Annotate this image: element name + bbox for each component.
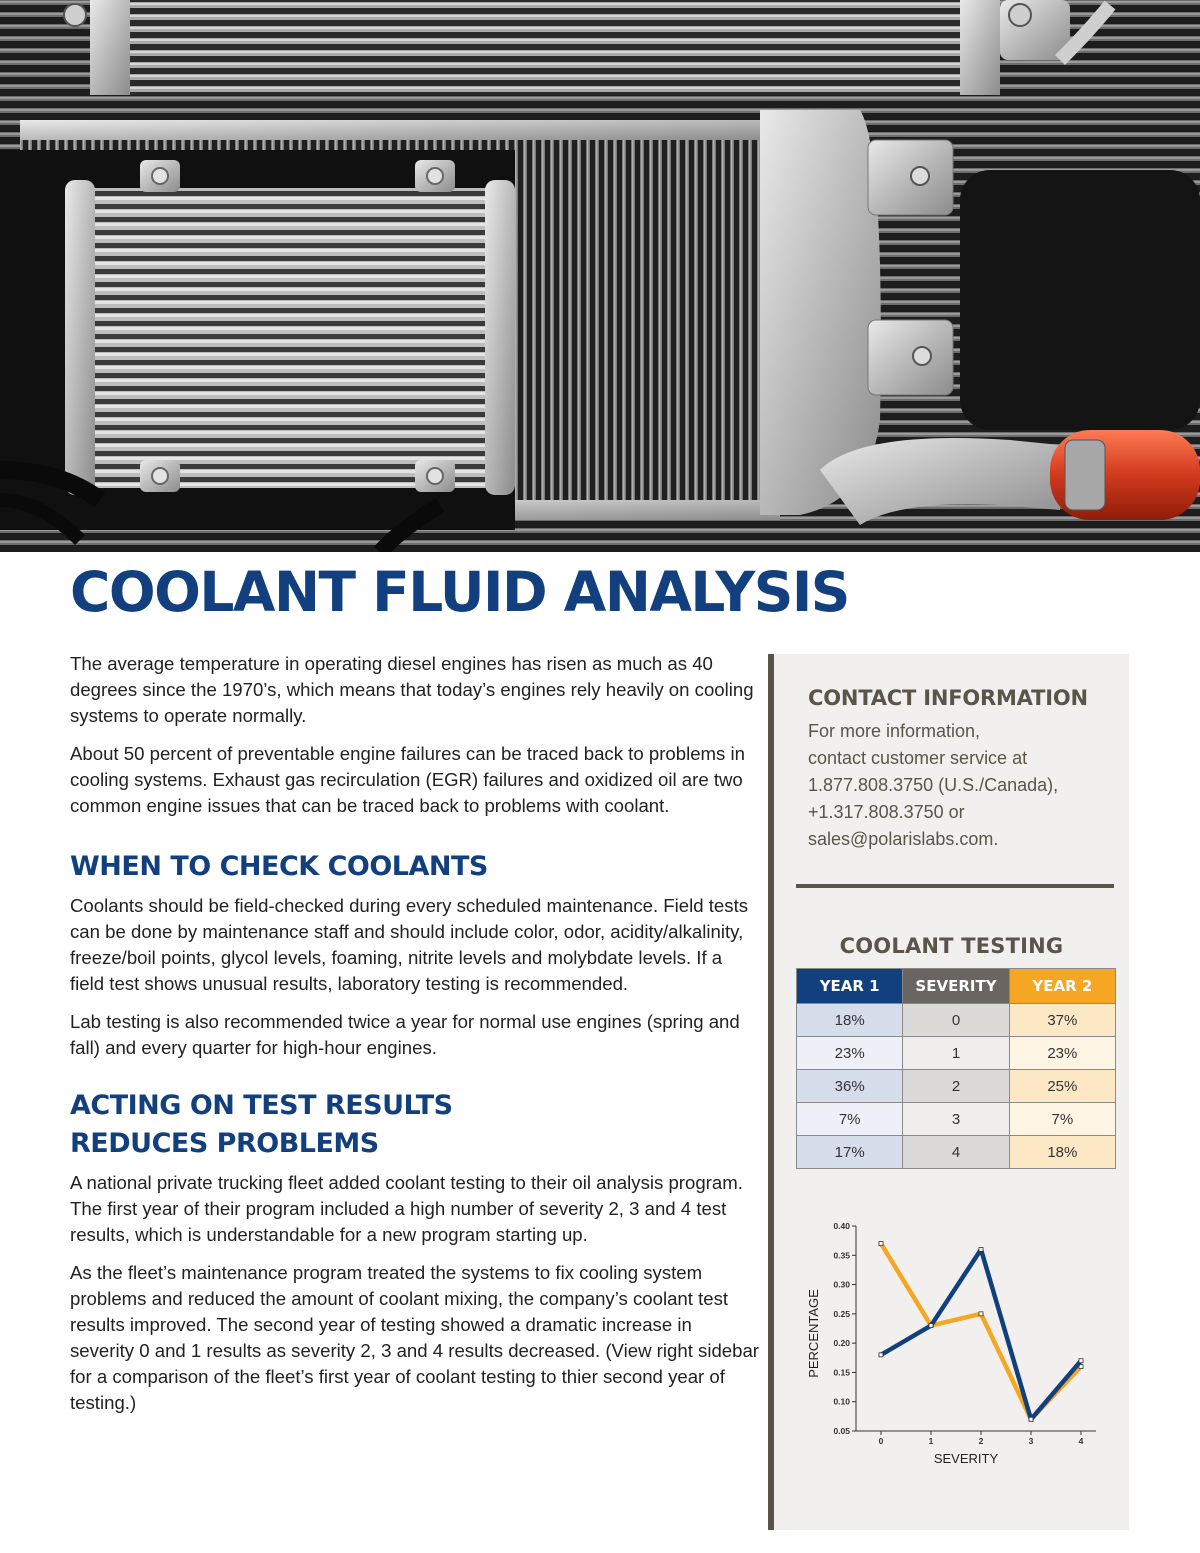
section2-heading-line-2: REDUCES PROBLEMS bbox=[70, 1128, 379, 1159]
table-row bbox=[797, 1037, 1116, 1070]
x-axis-label: SEVERITY bbox=[933, 1451, 999, 1464]
y-tick-label: 0.20 bbox=[833, 1338, 850, 1349]
table-cell-severity: 1 bbox=[903, 1037, 1009, 1070]
data-point bbox=[929, 1324, 933, 1328]
section2-paragraph-2: As the fleet’s maintenance program treated the systems to fix cooling system problems and reduced the amount of coolant mixing, the company’s coolant test results improved. The second year of testing showed a dramatic increase in severity 0 and 1 results as severity 2, 3 and 4 results decreased. (View right sidebar for a comparison of the fleet’s first year of coolant testing to thier second year of testing.) bbox=[70, 1262, 760, 1413]
section1-paragraph-1: Coolants should be field-checked during every scheduled maintenance. Field tests can be done by maintenance staff and should include color, odor, acidity/alkalinity, freeze/boil points, glycol levels, foaming, nitrite levels and molybdate levels. If a field test shows unusual results, laboratory testing is recommended. bbox=[70, 895, 749, 994]
table-row bbox=[797, 1103, 1116, 1136]
chart-svg bbox=[794, 1214, 1114, 1464]
article-body bbox=[70, 651, 760, 1428]
column-header-year-1: YEAR 1 bbox=[797, 969, 903, 1004]
section-heading-when-to-check: WHEN TO CHECK COOLANTS bbox=[70, 851, 488, 882]
column-header-year-2: YEAR 2 bbox=[1009, 969, 1115, 1004]
y-tick-label: 0.30 bbox=[833, 1279, 850, 1290]
x-tick-label: 1 bbox=[928, 1436, 934, 1446]
table-cell-year-2: 18% bbox=[1009, 1136, 1115, 1169]
series-line-year-1 bbox=[881, 1249, 1081, 1419]
table-cell-year-1: 23% bbox=[797, 1037, 903, 1070]
page-title: COOLANT FLUID ANALYSIS bbox=[70, 560, 849, 624]
table-cell-year-1: 17% bbox=[797, 1136, 903, 1169]
data-point bbox=[979, 1247, 983, 1251]
contact-phone-us: 1.877.808.3750 (U.S./Canada), bbox=[808, 775, 1059, 795]
table-cell-year-1: 18% bbox=[797, 1004, 903, 1037]
table-cell-severity: 3 bbox=[903, 1103, 1009, 1136]
contact-title: CONTACT INFORMATION bbox=[808, 686, 1088, 710]
y-tick-label: 0.15 bbox=[833, 1367, 850, 1378]
contact-line: For more information, bbox=[808, 721, 981, 741]
y-tick-label: 0.05 bbox=[833, 1426, 850, 1436]
y-tick-label: 0.35 bbox=[833, 1250, 850, 1261]
section2-heading-line-1: ACTING ON TEST RESULTS bbox=[70, 1090, 453, 1121]
sidebar bbox=[768, 654, 1129, 1530]
data-point bbox=[979, 1312, 983, 1316]
contact-phone-intl: +1.317.808.3750 or bbox=[808, 802, 965, 822]
data-point bbox=[879, 1353, 883, 1357]
contact-text bbox=[808, 718, 1118, 853]
radiator-photo-icon bbox=[0, 0, 1200, 552]
x-tick-label: 2 bbox=[978, 1436, 984, 1446]
data-point bbox=[1029, 1417, 1033, 1421]
contact-line: contact customer service at bbox=[808, 748, 1028, 768]
column-header-severity: SEVERITY bbox=[903, 969, 1009, 1004]
table-cell-year-1: 7% bbox=[797, 1103, 903, 1136]
y-axis-label: PERCENTAGE bbox=[806, 1289, 821, 1378]
contact-email-link[interactable]: sales@polarislabs.com. bbox=[808, 829, 999, 849]
x-tick-label: 3 bbox=[1028, 1436, 1034, 1446]
table-header-row bbox=[797, 969, 1116, 1004]
data-point bbox=[879, 1242, 883, 1246]
coolant-testing-table bbox=[796, 968, 1116, 1169]
hero-image bbox=[0, 0, 1200, 552]
x-tick-label: 4 bbox=[1078, 1436, 1084, 1446]
table-cell-year-2: 37% bbox=[1009, 1004, 1115, 1037]
intro-paragraph-1: The average temperature in operating diesel engines has risen as much as 40 degrees since the 1970’s, which means that today’s engines rely heavily on cooling systems to operate normally. bbox=[70, 653, 754, 726]
table-cell-year-2: 7% bbox=[1009, 1103, 1115, 1136]
table-cell-year-1: 36% bbox=[797, 1070, 903, 1103]
y-tick-label: 0.40 bbox=[833, 1221, 850, 1231]
table-row bbox=[797, 1136, 1116, 1169]
table-row bbox=[797, 1070, 1116, 1103]
sidebar-divider bbox=[796, 884, 1114, 888]
section-heading-acting-on-results bbox=[70, 1087, 760, 1163]
table-cell-severity: 0 bbox=[903, 1004, 1009, 1037]
table-cell-year-2: 25% bbox=[1009, 1070, 1115, 1103]
section2-paragraph-1: A national private trucking fleet added coolant testing to their oil analysis program. The first year of their program included a high number of severity 2, 3 and 4 test results, which is understandable for a new program starting up. bbox=[70, 1172, 743, 1245]
y-tick-label: 0.25 bbox=[833, 1308, 850, 1319]
table-cell-severity: 4 bbox=[903, 1136, 1009, 1169]
table-row bbox=[797, 1004, 1116, 1037]
section1-paragraph-2: Lab testing is also recommended twice a year for normal use engines (spring and fall) and every quarter for high-hour engines. bbox=[70, 1011, 740, 1058]
table-cell-year-2: 23% bbox=[1009, 1037, 1115, 1070]
coolant-testing-title: COOLANT TESTING bbox=[839, 934, 1064, 958]
table-cell-severity: 2 bbox=[903, 1070, 1009, 1103]
severity-line-chart bbox=[794, 1214, 1114, 1464]
data-point bbox=[1079, 1359, 1083, 1363]
x-tick-label: 0 bbox=[878, 1436, 884, 1446]
y-tick-label: 0.10 bbox=[833, 1396, 850, 1407]
intro-paragraph-2: About 50 percent of preventable engine failures can be traced back to problems in cooling systems. Exhaust gas recirculation (EGR) failures and oxidized oil are two common engine issues that can be traced back to problems with coolant. bbox=[70, 743, 745, 816]
